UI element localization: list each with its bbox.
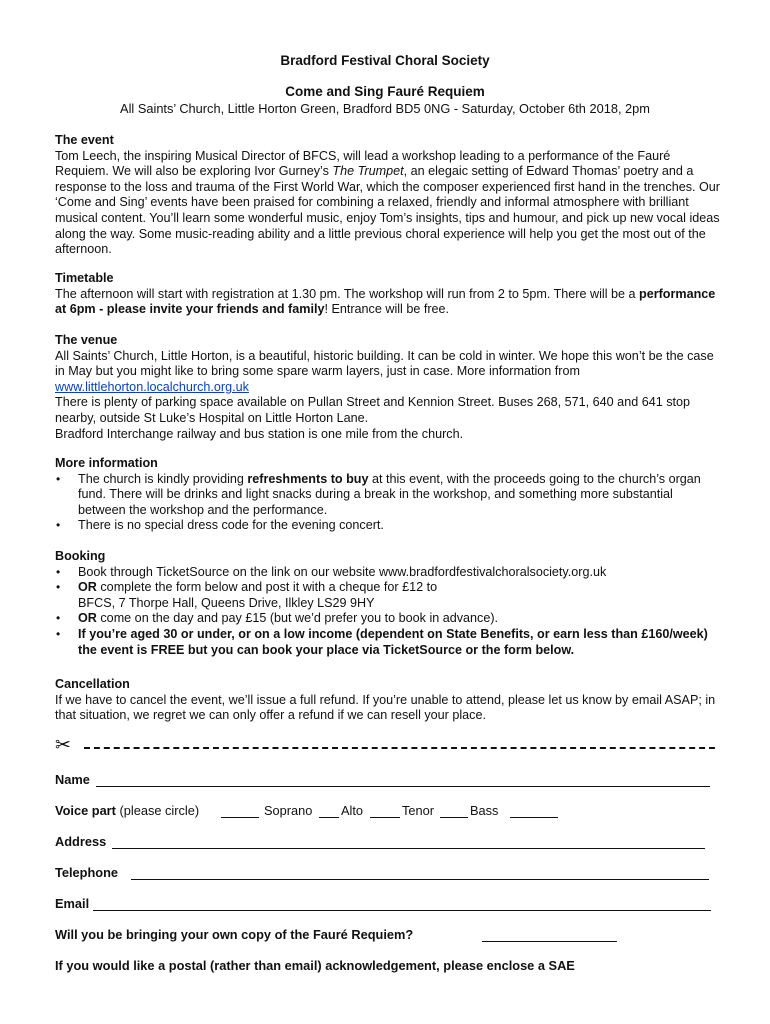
address-label: Address: [55, 834, 107, 849]
section-event: [55, 133, 720, 258]
section-more-info: [55, 456, 720, 534]
event-description: [55, 149, 720, 258]
email-input-line[interactable]: [93, 910, 711, 911]
email-label: Email: [55, 896, 90, 911]
event-text-title: The Trumpet: [332, 164, 404, 179]
telephone-field[interactable]: [55, 865, 709, 883]
dashed-divider: [84, 747, 715, 749]
voice-option-alto[interactable]: Alto: [341, 803, 364, 818]
telephone-input-line[interactable]: [131, 879, 709, 880]
venue-text-2: There is plenty of parking space available on Pullan Street and Kennion Street. Buses 268, 571, 640 and 641 stop nearby, outside St Luke’s Hospital on Little Horton Lane.: [55, 395, 691, 425]
list-item: [55, 627, 720, 658]
section-booking: [55, 549, 720, 658]
section-title-event: The event: [55, 133, 114, 147]
booking-address: BFCS, 7 Thorpe Hall, Queens Drive, Ilkley LS29 9HY: [78, 595, 375, 610]
voice-blank: [440, 817, 468, 818]
section-timetable: [55, 271, 720, 318]
or-label: OR: [78, 580, 97, 595]
timetable-text: [55, 287, 720, 318]
list-item: [55, 611, 720, 627]
cancellation-text: If we have to cancel the event, we’ll issue a full refund. If you’re unable to attend, please let us know by email ASAP; in that situation, we regret we can only offer a refund if we can resell your place.: [55, 692, 716, 723]
event-text-2: , an elegaic setting of Edward Thomas’ poetry and a response to the loss and trauma of the First World War, which the composer experienced first hand in the trenches. Our ‘Come and Sing’ events have been praised for combining a relaxed, friendly and informal atmosphere with brilliant musical content. You’ll learn some wonderful music, enjoy Tom’s insights, tips and humour, and pick up new vocal ideas along the way. Some music-reading ability and a little previous choral experience will help you get the most out of the afternoon.: [55, 164, 720, 257]
booking-list: [55, 565, 720, 659]
section-title-more-info: More information: [55, 456, 158, 470]
section-title-venue: The venue: [55, 333, 118, 347]
timetable-performance: performance at 6pm - please invite your friends and family: [55, 286, 716, 317]
section-venue: [55, 333, 720, 442]
telephone-label: Telephone: [55, 865, 119, 880]
refreshments-highlight: refreshments to buy: [247, 471, 369, 486]
name-input-line[interactable]: [96, 786, 710, 787]
cut-line: [55, 736, 715, 758]
venue-text-1: [55, 349, 720, 396]
venue-intro: All Saints’ Church, Little Horton, is a beautiful, historic building. It can be cold in winter. We hope this won’t be the case in May but you might like to bring some spare warm layers, just in case. More information from: [55, 348, 714, 379]
event-title: Come and Sing Fauré Requiem: [285, 84, 485, 99]
organisation-name: Bradford Festival Choral Society: [280, 53, 490, 68]
section-title-cancellation: Cancellation: [55, 677, 130, 691]
sae-note: If you would like a postal (rather than email) acknowledgement, please enclose a SAE: [55, 958, 575, 973]
voice-part-title: Voice part: [55, 803, 116, 818]
event-venue-date: All Saints’ Church, Little Horton Green, Bradford BD5 0NG - Saturday, October 6th 2018, 2pm: [120, 101, 650, 116]
more-info-list: [55, 472, 720, 534]
list-item: [55, 565, 720, 581]
voice-part-hint: (please circle): [115, 803, 200, 818]
name-label: Name: [55, 772, 90, 787]
event-text-1: Tom Leech, the inspiring Musical Director of BFCS, will lead a workshop leading to a performance of the Fauré Requiem. We will also be exploring Ivor Gurney’s: [55, 148, 671, 179]
copy-question: Will you be bringing your own copy of the Fauré Requiem?: [55, 927, 414, 942]
address-field[interactable]: [55, 834, 705, 852]
venue-text-3: Bradford Interchange railway and bus station is one mile from the church.: [55, 426, 464, 441]
list-item: • There is no special dress code for the evening concert.: [55, 518, 720, 534]
section-title-booking: Booking: [55, 549, 106, 563]
copy-answer-field[interactable]: [482, 927, 617, 945]
voice-part-field: [55, 803, 565, 821]
venue-website-link[interactable]: www.littlehorton.localchurch.org.uk: [55, 379, 249, 394]
list-item: [55, 580, 720, 611]
booking-online: Book through TicketSource on the link on our website www.bradfordfestivalchoralsociety.org.uk: [78, 564, 607, 579]
list-item: [55, 472, 720, 519]
scissors-icon: ✂: [55, 734, 71, 756]
or-label: OR: [78, 611, 97, 626]
address-input-line[interactable]: [112, 848, 705, 849]
section-title-timetable: Timetable: [55, 271, 114, 285]
booking-post: complete the form below and post it with a cheque for £12 to: [96, 580, 438, 595]
voice-option-bass[interactable]: Bass: [470, 803, 499, 818]
timetable-text-1: The afternoon will start with registration at 1.30 pm. The workshop will run from 2 to 5pm. There will be a: [55, 286, 640, 301]
more-info-text: at this event, with the proceeds going to the church’s organ fund. There will be drinks and light snacks during a break in the workshop, and something more substantial between the workshop and the performance.: [78, 471, 701, 517]
voice-option-soprano[interactable]: Soprano: [264, 803, 313, 818]
free-entry-note: If you’re aged 30 or under, or on a low income (dependent on State Benefits, or earn less than £160/week) the event is FREE but you can book your place via TicketSource or the form below.: [78, 626, 708, 657]
voice-blank: [319, 817, 339, 818]
voice-option-tenor[interactable]: Tenor: [402, 803, 435, 818]
booking-on-the-day: come on the day and pay £15 (but we’d prefer you to book in advance).: [96, 611, 499, 626]
copy-answer-line[interactable]: [482, 941, 617, 942]
voice-part-label: [55, 803, 199, 818]
voice-blank: [510, 817, 558, 818]
voice-blank: [221, 817, 259, 818]
voice-blank: [370, 817, 400, 818]
timetable-text-2: ! Entrance will be free.: [324, 302, 450, 317]
email-field[interactable]: [55, 896, 711, 914]
more-info-text: The church is kindly providing: [78, 471, 248, 486]
name-field[interactable]: [55, 772, 710, 790]
section-cancellation: [55, 677, 720, 724]
